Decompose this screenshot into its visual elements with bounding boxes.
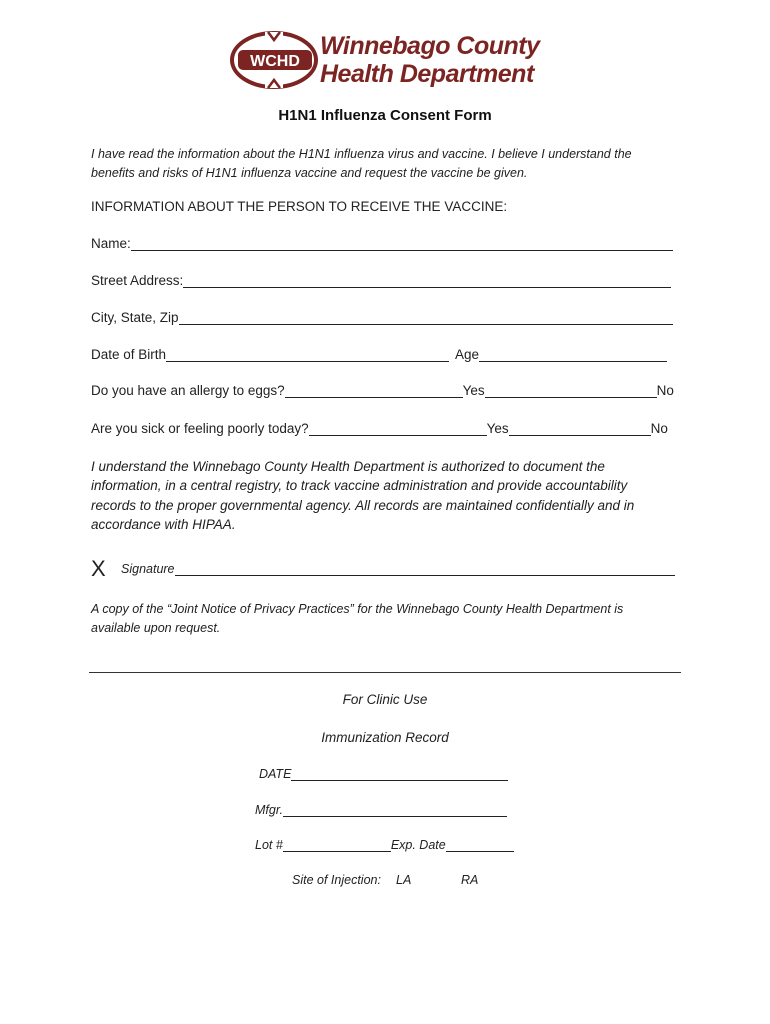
- sick-no-label: No: [650, 421, 668, 436]
- statement-line-1: I understand the Winnebago County Health Department is authorized to document the: [91, 459, 605, 474]
- section-heading: INFORMATION ABOUT THE PERSON TO RECEIVE THE VACCINE:: [91, 199, 508, 214]
- name-field: [91, 236, 673, 251]
- signature-x-mark: X: [91, 556, 106, 581]
- org-name-line2: Health Department: [320, 60, 534, 88]
- svg-text:WCHD: WCHD: [250, 53, 300, 70]
- street-input-line[interactable]: [183, 273, 671, 288]
- clinic-mfgr-label: Mfgr.: [255, 803, 284, 817]
- injection-site-label: Site of Injection:: [292, 873, 381, 887]
- clinic-lot-line[interactable]: [283, 838, 391, 852]
- clinic-heading: For Clinic Use: [342, 692, 428, 707]
- form-title: H1N1 Influenza Consent Form: [278, 107, 492, 124]
- clinic-lot-label: Lot #: [255, 838, 283, 852]
- age-input-line[interactable]: [479, 347, 667, 362]
- street-label: Street Address:: [91, 273, 184, 288]
- allergy-field: [91, 383, 674, 398]
- name-input-line[interactable]: [131, 236, 673, 251]
- clinic-date-line[interactable]: [291, 767, 508, 781]
- section-divider: [89, 672, 681, 673]
- clinic-mfgr-line[interactable]: [283, 803, 507, 817]
- city-input-line[interactable]: [179, 310, 673, 325]
- intro-line-2: benefits and risks of H1N1 influenza vaccine and request the vaccine be given.: [91, 166, 528, 180]
- city-label: City, State, Zip: [91, 310, 179, 325]
- name-label: Name:: [91, 236, 131, 251]
- intro-line-1: I have read the information about the H1N1 influenza virus and vaccine. I believe I understand the: [91, 147, 632, 161]
- statement-line-4: accordance with HIPAA.: [91, 516, 236, 532]
- city-field: [91, 310, 673, 325]
- signature-line[interactable]: [175, 562, 675, 576]
- privacy-line-2: available upon request.: [91, 621, 221, 635]
- wchd-logo: [228, 28, 546, 92]
- signature-label: Signature: [121, 562, 175, 576]
- clinic-lot-field: [255, 838, 514, 852]
- clinic-exp-line[interactable]: [446, 838, 514, 852]
- clinic-exp-label: Exp. Date: [390, 838, 446, 852]
- sick-yes-label: Yes: [486, 421, 509, 436]
- dob-label: Date of Birth: [91, 347, 167, 362]
- street-field: [91, 273, 671, 288]
- dob-input-line[interactable]: [166, 347, 449, 362]
- allergy-no-label: No: [656, 383, 674, 398]
- logo-emblem-icon: [228, 28, 324, 92]
- allergy-no-line[interactable]: [485, 383, 657, 398]
- signature-field: [121, 562, 675, 576]
- clinic-date-label: DATE: [259, 767, 292, 781]
- sick-question: Are you sick or feeling poorly today?: [91, 421, 309, 436]
- dob-age-field: [91, 347, 667, 362]
- allergy-question: Do you have an allergy to eggs?: [91, 383, 285, 398]
- statement-line-3: records to the proper governmental agency. All records are maintained confidentially and in: [91, 497, 635, 513]
- clinic-date-field: [259, 767, 508, 781]
- statement-line-2: information, in a central registry, to track vaccine administration and provide accountability: [91, 478, 628, 494]
- injection-site-ra[interactable]: RA: [461, 873, 479, 887]
- org-name-line1: Winnebago County: [320, 32, 540, 60]
- injection-site-la[interactable]: LA: [396, 873, 412, 887]
- allergy-yes-label: Yes: [462, 383, 485, 398]
- clinic-mfgr-field: [255, 803, 507, 817]
- authorization-statement: [91, 457, 634, 534]
- allergy-yes-line[interactable]: [285, 383, 463, 398]
- age-label: Age: [455, 347, 480, 362]
- privacy-line-1: A copy of the “Joint Notice of Privacy Practices” for the Winnebago County Health Department is: [91, 602, 624, 616]
- sick-no-line[interactable]: [509, 421, 651, 436]
- immunization-record-heading: Immunization Record: [321, 730, 449, 745]
- sick-yes-line[interactable]: [309, 421, 487, 436]
- sick-field: [91, 421, 668, 436]
